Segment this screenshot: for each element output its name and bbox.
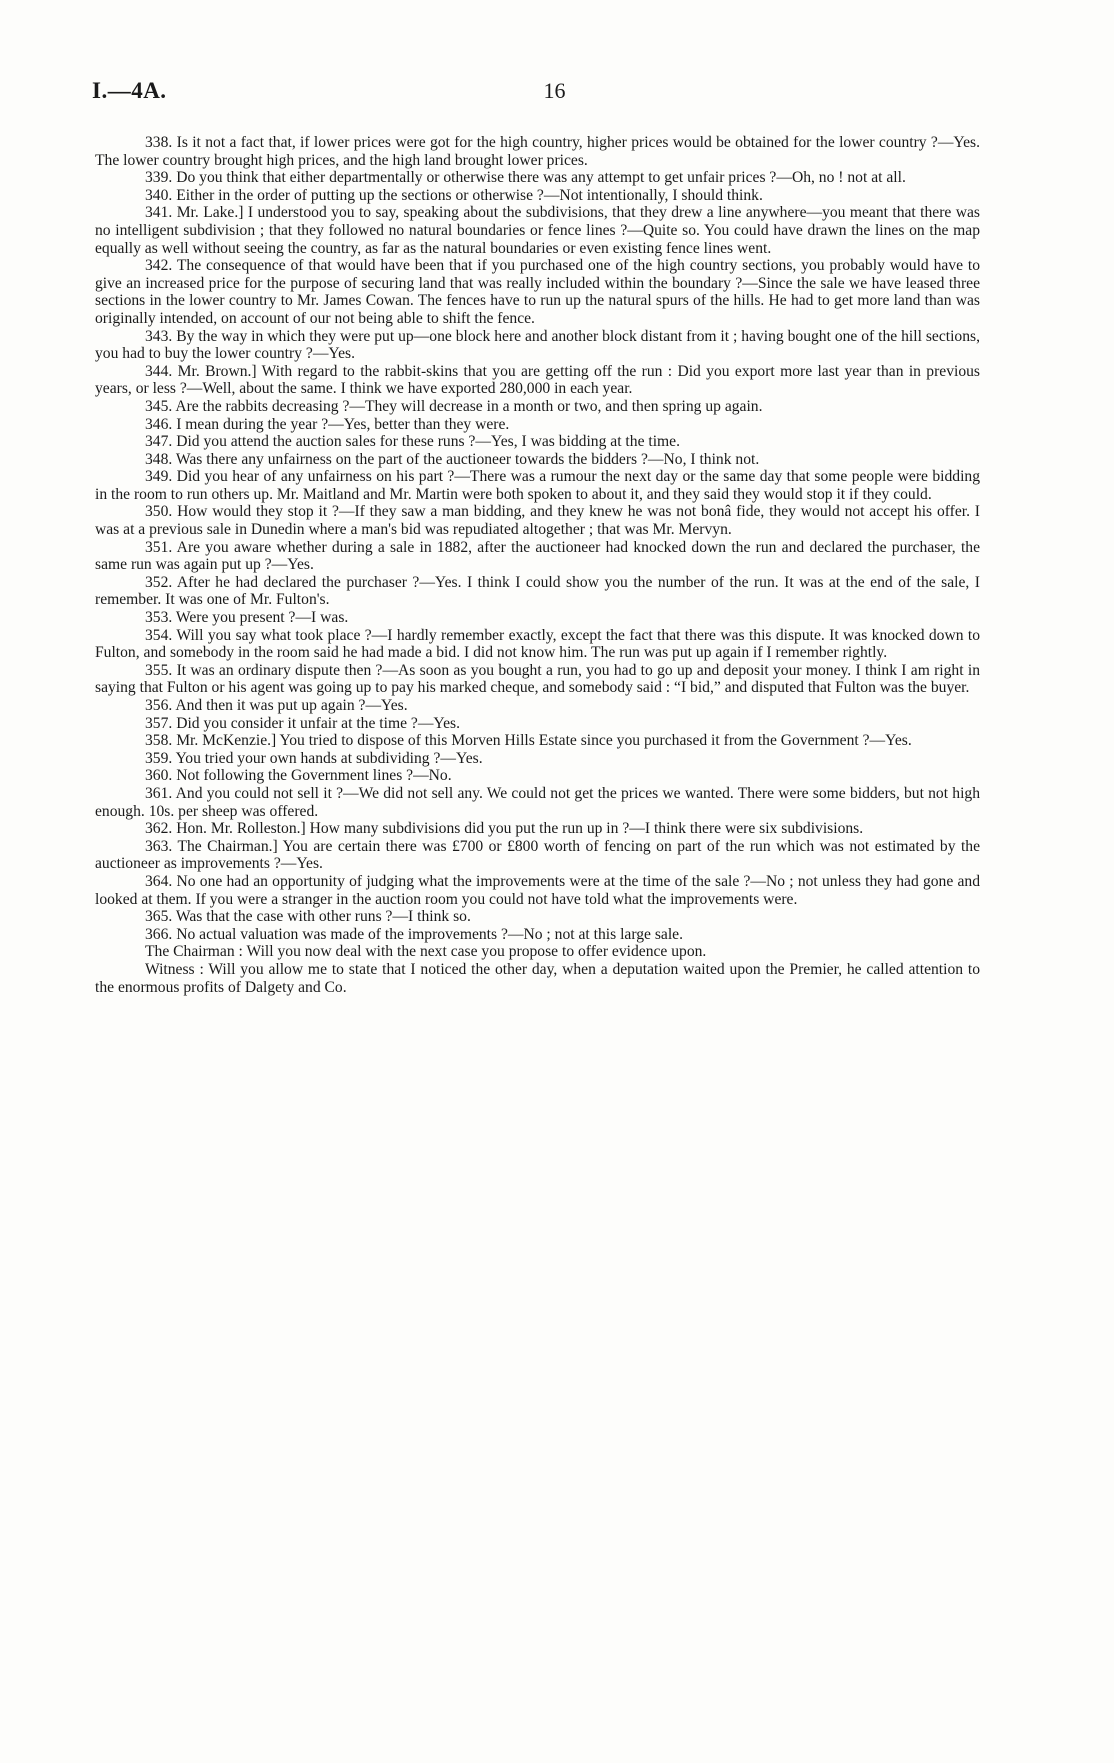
paragraph: 344. Mr. Brown.] With regard to the rabbit-skins that you are getting off the run : Did you export more last year than in previous years, or less ?—Well, about the same. I think we have exported 280,000 in each year. — [95, 362, 980, 398]
document-body — [95, 134, 980, 996]
paragraph: 348. Was there any unfairness on the part of the auctioneer towards the bidders ?—No, I think not. — [145, 450, 760, 468]
page-header — [92, 78, 1017, 108]
paragraph: 362. Hon. Mr. Rolleston.] How many subdivisions did you put the run up in ?—I think there were six subdivisions. — [145, 820, 864, 838]
paragraph: 354. Will you say what took place ?—I hardly remember exactly, except the fact that there was this dispute. It was knocked down to Fulton, and somebody in the room said he had made a bid. I did not know him. The run was put up again if I remember rightly. — [95, 626, 980, 662]
paragraph: 365. Was that the case with other runs ?—I think so. — [145, 908, 471, 926]
paragraph: 358. Mr. McKenzie.] You tried to dispose of this Morven Hills Estate since you purchased it from the Government ?—Yes. — [145, 732, 912, 750]
paragraph: 345. Are the rabbits decreasing ?—They will decrease in a month or two, and then spring up again. — [145, 397, 763, 415]
paragraph: 356. And then it was put up again ?—Yes. — [145, 697, 408, 714]
paragraph: 349. Did you hear of any unfairness on his part ?—There was a rumour the next day or the same day that some people were bidding in the room to run others up. Mr. Maitland and Mr. Martin were both spoken to about it, and they said they would stop it if they could. — [95, 468, 980, 503]
document-reference: I.—4A. — [92, 78, 167, 103]
paragraph: The Chairman : Will you now deal with the next case you propose to offer evidence upon. — [145, 943, 707, 961]
paragraph: 363. The Chairman.] You are certain there was £700 or £800 worth of fencing on part of the run which was not estimated by the auctioneer as improvements ?—Yes. — [95, 837, 980, 873]
paragraph: 340. Either in the order of putting up the sections or otherwise ?—Not intentionally, I should think. — [145, 186, 763, 204]
paragraph: 338. Is it not a fact that, if lower prices were got for the high country, higher prices would be obtained for the lower country ?—Yes. The lower country brought high prices, and the high land brought lower prices. — [95, 134, 980, 169]
paragraph: 364. No one had an opportunity of judging what the improvements were at the time of the sale ?—No ; not unless they had gone and looked at them. If you were a stranger in the auction room you could not have told what the improvements were. — [95, 872, 980, 908]
paragraph: 359. You tried your own hands at subdividing ?—Yes. — [145, 749, 483, 767]
paragraph: 346. I mean during the year ?—Yes, better than they were. — [145, 415, 510, 433]
paragraph: 342. The consequence of that would have been that if you purchased one of the high country sections, you probably would have to give an increased price for the purpose of securing land that was really included within the boundary ?—Since the sale we have leased three sections in the lower country to Mr. James Cowan. The fences have to run up the natural spurs of the hills. He had to get more land than was originally intended, on account of our not being able to shift the fence. — [95, 257, 980, 327]
paragraph: 355. It was an ordinary dispute then ?—As soon as you bought a run, you had to go up and deposit your money. I think I am right in saying that Fulton or his agent was going up to pay his marked cheque, and somebody said : “I bid,” and disputed that Fulton was the buyer. — [95, 661, 980, 697]
paragraph: 357. Did you consider it unfair at the time ?—Yes. — [145, 714, 461, 732]
paragraph: 353. Were you present ?—I was. — [145, 609, 349, 627]
paragraph: 360. Not following the Government lines ?—No. — [145, 767, 452, 785]
paragraph: Witness : Will you allow me to state that I noticed the other day, when a deputation waited upon the Premier, he called attention to the enormous profits of Dalgety and Co. — [95, 960, 980, 996]
paragraph: 350. How would they stop it ?—If they saw a man bidding, and they knew he was not bonâ fide, they would not accept his offer. I was at a previous sale in Dunedin where a man's bid was repudiated altogether ; that was Mr. Mervyn. — [95, 503, 980, 539]
paragraph: 366. No actual valuation was made of the improvements ?—No ; not at this large sale. — [145, 925, 683, 943]
paragraph: 347. Did you attend the auction sales for these runs ?—Yes, I was bidding at the time. — [145, 433, 680, 451]
paragraph: 352. After he had declared the purchaser ?—Yes. I think I could show you the number of the run. It was at the end of the sale, I remember. It was one of Mr. Fulton's. — [95, 573, 980, 609]
paragraph: 351. Are you aware whether during a sale in 1882, after the auctioneer had knocked down the run and declared the purchaser, the same run was again put up ?—Yes. — [95, 538, 980, 574]
page-number: 16 — [543, 78, 566, 103]
paragraph: 361. And you could not sell it ?—We did not sell any. We could not get the prices we wanted. There were some bidders, but not high enough. 10s. per sheep was offered. — [95, 784, 980, 820]
paragraph: 339. Do you think that either departmentally or otherwise there was any attempt to get unfair prices ?—Oh, no ! not at all. — [145, 169, 906, 187]
paragraph: 343. By the way in which they were put up—one block here and another block distant from it ; having bought one of the hill sections, you had to buy the lower country ?—Yes. — [95, 327, 980, 363]
paragraph: 341. Mr. Lake.] I understood you to say, speaking about the subdivisions, that they drew a line anywhere—you meant that there was no intelligent subdivision ; that they followed no natural boundaries or fence lines ?—Quite so. You could have drawn the lines on the map equally as well without seeing the country, as far as the natural boundaries or even existing fence lines went. — [95, 204, 980, 257]
